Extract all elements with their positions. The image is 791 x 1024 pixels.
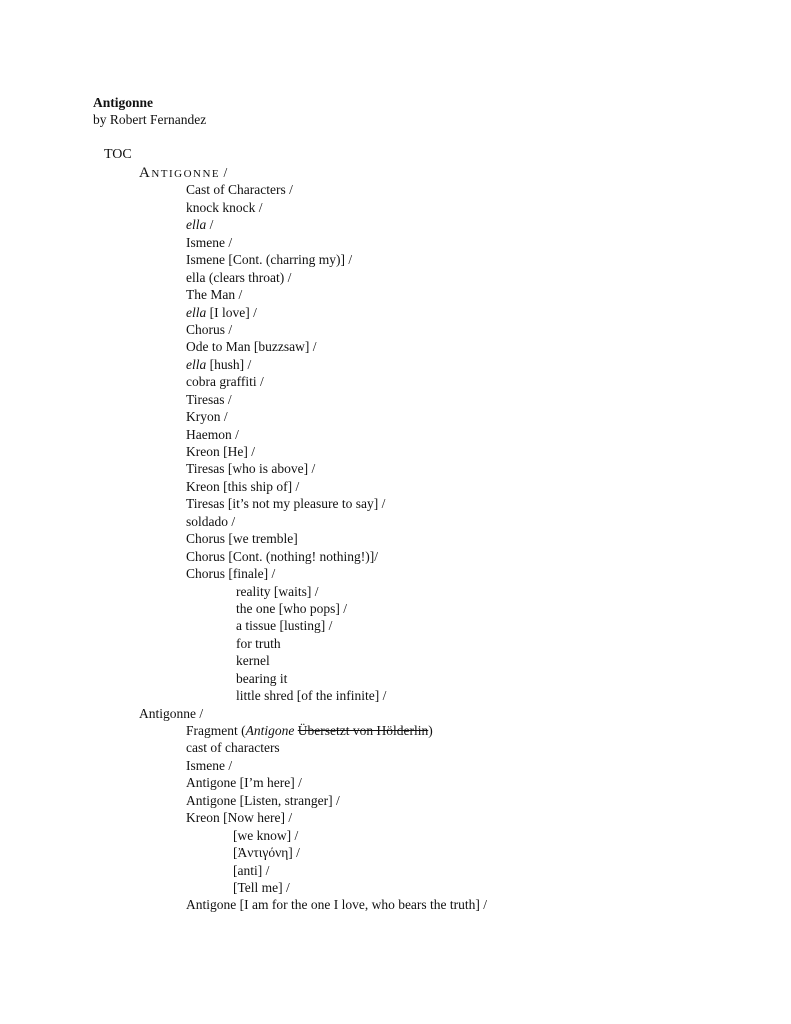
toc-entry-text: Cast of Characters / — [186, 182, 293, 198]
toc-entry-last: Antigone [I am for the one I love, who bears the truth] / — [186, 897, 488, 913]
toc-subentry: for truth — [236, 635, 281, 651]
toc-entry — [0, 460, 487, 477]
toc-entry — [0, 216, 487, 233]
toc-entry-text: knock knock / — [186, 199, 263, 215]
fragment-italic-title: Antigone — [245, 723, 295, 738]
toc-entry-text: Kryon / — [186, 409, 228, 425]
toc-subentry: [Ἀντιγόνη] / — [233, 845, 300, 861]
fragment-suffix: ) — [428, 723, 433, 738]
toc-entry-text: Kreon [this ship of] / — [186, 478, 300, 494]
toc-entry-text: ella (clears throat) / — [186, 269, 292, 285]
toc-entry — [0, 391, 487, 408]
toc-entry-text: / — [206, 217, 214, 233]
toc-entry — [0, 251, 487, 268]
toc-entry-text: Kreon [He] / — [186, 444, 255, 459]
toc-entry-text: Tiresas [who is above] / — [186, 461, 316, 477]
toc-entry-text: Chorus / — [186, 321, 233, 337]
toc-entry — [0, 513, 487, 530]
toc-entry-italic: ella — [186, 217, 207, 233]
toc-entry — [0, 373, 487, 390]
toc-entry — [0, 443, 487, 460]
toc-entry-text: Ismene / — [186, 234, 233, 250]
toc-entry: Kreon [Now here] / — [186, 810, 293, 826]
toc-entry-italic: ella — [186, 304, 207, 320]
toc-entry-text: Tiresas / — [186, 391, 232, 407]
toc-entry — [0, 530, 487, 547]
toc-part1-heading — [0, 164, 487, 181]
toc-entry-italic: ella — [186, 356, 207, 372]
toc-entry-text: [hush] / — [206, 356, 252, 372]
toc-entry-text: soldado / — [186, 513, 236, 529]
toc-entry — [0, 548, 487, 565]
toc-subentry: kernel — [236, 653, 270, 669]
toc-entry — [0, 495, 487, 512]
toc-entry: Antigone [Listen, stranger] / — [186, 792, 340, 808]
toc-entry — [0, 321, 487, 338]
toc-entry-text: The Man / — [186, 287, 243, 303]
toc-entry — [0, 356, 487, 373]
toc-entry-text: Chorus [finale] / — [186, 566, 276, 582]
toc-entry-text: Chorus [we tremble] — [186, 531, 298, 547]
toc-entry-text: Tiresas [it’s not my pleasure to say] / — [186, 496, 386, 512]
toc-entry — [0, 408, 487, 425]
toc-entry — [0, 286, 487, 303]
toc-entry-text: Chorus [Cont. (nothing! nothing!)]/ — [186, 548, 378, 564]
toc-entry-text: cobra graffiti / — [186, 374, 264, 390]
toc-part1-heading-text: Antigonne — [139, 165, 221, 181]
toc-part2-heading: Antigonne / — [139, 705, 204, 721]
table-of-contents — [0, 164, 487, 914]
toc-subentry: bearing it — [236, 670, 288, 686]
toc-entry — [0, 478, 487, 495]
fragment-struck-text: Übersetzt von Hölderlin — [297, 723, 429, 738]
toc-entry — [0, 426, 487, 443]
toc-entry: cast of characters — [186, 740, 280, 756]
toc-entry-text: Haemon / — [186, 426, 239, 442]
toc-subentry: [anti] / — [233, 862, 270, 878]
toc-subentry: the one [who pops] / — [236, 600, 347, 616]
toc-subentry: reality [waits] / — [236, 583, 319, 599]
document-title: Antigonne — [93, 95, 154, 110]
toc-entry — [0, 199, 487, 216]
toc-entry — [0, 565, 487, 582]
toc-subentry: little shred [of the infinite] / — [236, 688, 387, 704]
toc-fragment-entry — [0, 722, 487, 739]
toc-entry — [0, 338, 487, 355]
toc-entry — [0, 269, 487, 286]
toc-entry — [0, 181, 487, 198]
toc-entry: Ismene / — [186, 757, 233, 773]
toc-entry — [0, 304, 487, 321]
toc-subentry: [Tell me] / — [233, 879, 290, 895]
fragment-prefix: Fragment ( — [186, 723, 246, 738]
toc-subentry: [we know] / — [233, 827, 299, 843]
toc-entry: Antigone [I’m here] / — [186, 775, 302, 791]
toc-entry — [0, 234, 487, 251]
toc-entry-text: [I love] / — [206, 304, 257, 320]
document-author: by Robert Fernandez — [93, 112, 207, 127]
toc-entry-text: Ode to Man [buzzsaw] / — [186, 339, 317, 355]
toc-entry-text: Ismene [Cont. (charring my)] / — [186, 252, 353, 268]
toc-subentry: a tissue [lusting] / — [236, 618, 333, 634]
toc-part1-heading-suffix: / — [220, 165, 228, 180]
toc-label: TOC — [104, 147, 132, 162]
